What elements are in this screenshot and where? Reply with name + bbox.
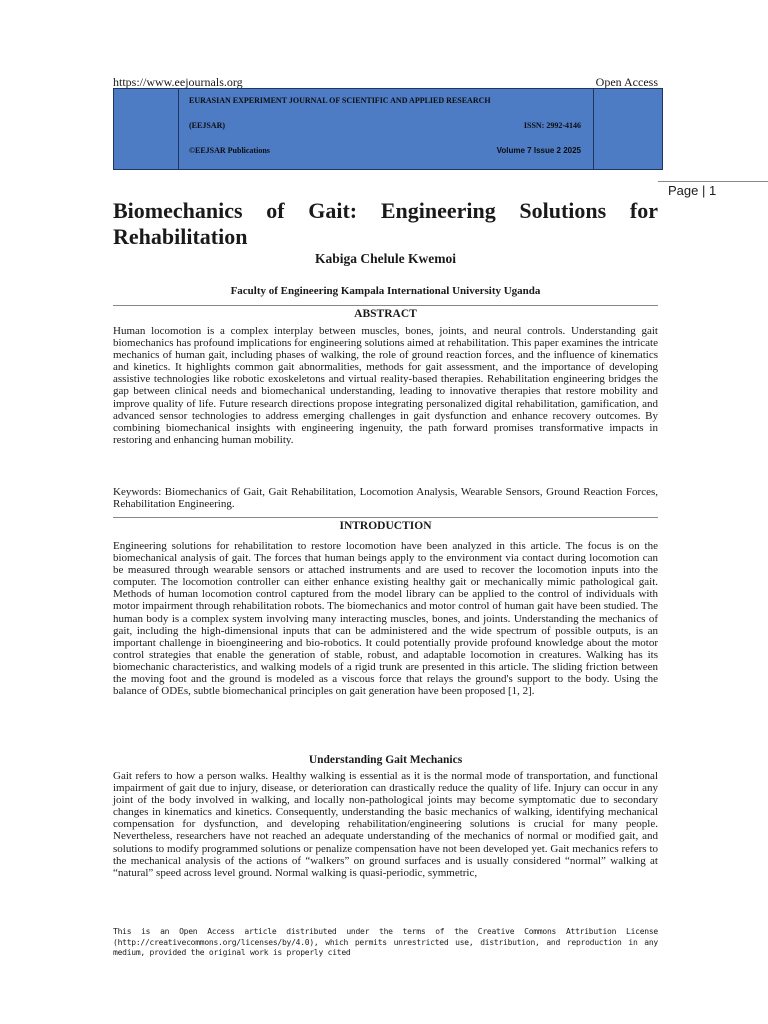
abstract-heading: ABSTRACT <box>354 308 417 320</box>
journal-abbrev: (EEJSAR) <box>189 121 226 130</box>
journal-volume: Volume 7 Issue 2 2025 <box>496 146 581 155</box>
introduction-heading: INTRODUCTION <box>339 520 432 532</box>
article-author: Kabiga Chelule Kwemoi <box>315 251 456 266</box>
divider-abstract-bottom <box>113 517 658 518</box>
journal-publisher: ©EEJSAR Publications <box>189 146 270 155</box>
gait-mechanics-heading: Understanding Gait Mechanics <box>308 754 463 766</box>
license-footnote: This is an Open Access article distributed under the terms of the Creative Commons Attribution License (http://creativecommons.org/licenses/by/4.0), which permits unrestricted use, distribution, and reproduction in any medium, provided the original work is properly cited <box>113 927 658 957</box>
article-title: Biomechanics of Gait: Engineering Solutions for Rehabilitation <box>113 198 658 249</box>
gait-mechanics-text: Gait refers to how a person walks. Healthy walking is essential as it is the normal mode of transportation, and functional impairment of gait due to injury, disease, or deterioration can drastically reduce the quality of life. Injury can occur in any joint of the body involved in walking, and locally non-pathological joints may become symptomatic due to secondary changes in kinematics and kinetics. Consequently, understanding the basic mechanics of walking, identifying mechanical compensation for dysfunction, and developing rehabilitation/engineering solutions is crucial for many people. Nevertheless, researchers have not reached an adequate understanding of the mechanics of normal or modified gait, and solutions to modify programmed solutions or penalize compensation have not been developed yet. Gait mechanics refers to the mechanical analysis of the actions of “walkers” on ground surfaces and is usually considered “normal” walking at “natural” speed across level ground. Normal walking is quasi-periodic, symmetric, <box>113 770 658 879</box>
header-left-block <box>114 89 179 169</box>
journal-header-banner <box>113 88 663 170</box>
page-number: Page | 1 <box>668 183 717 198</box>
page-number-rule <box>658 181 768 182</box>
journal-name: EURASIAN EXPERIMENT JOURNAL OF SCIENTIFIC AND APPLIED RESEARCH <box>189 96 491 105</box>
divider-abstract-top <box>113 305 658 306</box>
introduction-text: Engineering solutions for rehabilitation to restore locomotion have been analyzed in this article. The focus is on the biomechanical analysis of gait. The forces that human beings apply to the environment via contact during locomotion can be measured through wearable sensors or attached instruments and are used to recover the locomotion inputs into the computer. The locomotion controller can either enhance existing healthy gait or mechanically mimic pathological gait. Methods of human locomotion control captured from the model library can be applied to the control of individuals with motor impairment through rehabilitation robots. The biomechanics and motor control of human gait have been studied. The human body is a complex system involving many interacting muscles, bones, and joints. Understanding the mechanics of gait, including the high-dimensional inputs that can be administered and the wide spectrum of possible outputs, is an important challenge in bioengineering and bio-robotics. It could potentially provide profound knowledge about the motor control strategies that enable the generation of stable, robust, and adaptable locomotion in creatures. Walking has its biomechanic characteristics, and walking models of a rigid trunk are presented in this article. The sliding friction between the moving foot and the ground is modeled as a viscous force that relays the ground's support to the body. Using the balance of ODEs, subtle biomechanical principles on gait generation have been proposed [1, 2]. <box>113 540 658 698</box>
header-center-block <box>179 89 593 169</box>
header-right-block <box>593 89 662 169</box>
author-affiliation: Faculty of Engineering Kampala International University Uganda <box>230 285 541 297</box>
keywords-text: Keywords: Biomechanics of Gait, Gait Rehabilitation, Locomotion Analysis, Wearable Sensors, Ground Reaction Forces, Rehabilitation Engineering. <box>113 486 658 511</box>
journal-issn: ISSN: 2992-4146 <box>523 121 581 130</box>
journal-url: https://www.eejournals.org <box>113 75 243 89</box>
open-access-label: Open Access <box>595 75 658 89</box>
abstract-text: Human locomotion is a complex interplay between muscles, bones, joints, and neural controls. Understanding gait biomechanics has profound implications for engineering solutions aimed at rehabilitation. This paper examines the intricate mechanics of human gait, including phases of walking, the role of ground reaction forces, and the influence of kinematics and kinetics. It highlights common gait abnormalities, methods for gait assessment, and the importance of developing assistive technologies like robotic exoskeletons and virtual reality-based therapies. Rehabilitation engineering bridges the gap between clinical needs and biomechanical understanding, leading to innovative therapies that restore mobility and improve quality of life. Future research directions propose integrating personalized digital rehabilitation, gamification, and advanced sensor technologies to address emerging challenges in gait dysfunction and enhance recovery outcomes. By combining biomechanical insights with engineering ingenuity, the path forward promises transformative impacts in restoring and enhancing human mobility. <box>113 325 658 446</box>
